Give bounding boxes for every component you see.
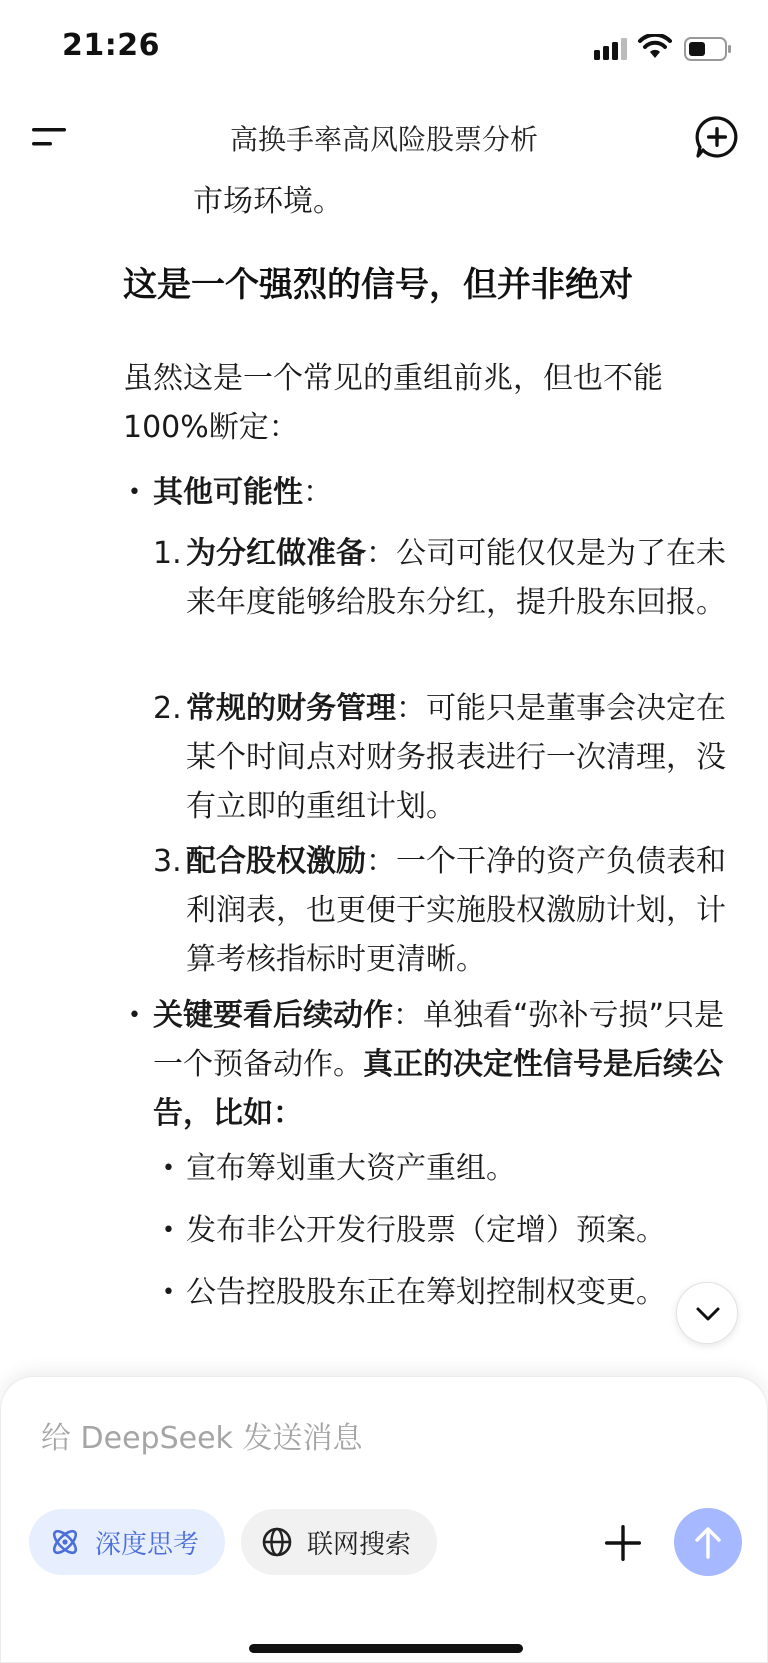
bullet-other-possibilities	[128, 468, 333, 517]
list-number: 3.	[153, 844, 182, 879]
chevron-down-icon	[695, 1303, 721, 1325]
bullet-dot: •	[162, 1280, 175, 1305]
globe-icon	[261, 1526, 293, 1558]
list-item-colon: ：	[396, 691, 426, 726]
send-button[interactable]	[674, 1508, 742, 1576]
intro-line-2: 100%断定：	[123, 410, 299, 445]
list-item-colon: ：	[366, 844, 396, 879]
bullet-text: 单独看“弥补亏损”只是一个预备动作。	[153, 998, 725, 1082]
sub-list-item	[162, 1144, 516, 1193]
new-chat-icon[interactable]	[694, 114, 740, 160]
assistant-message	[0, 176, 768, 1376]
sub-list-text: 发布非公开发行股票（定增）预案。	[186, 1213, 666, 1248]
status-bar	[0, 0, 768, 100]
list-item	[153, 684, 726, 831]
list-number: 2.	[153, 691, 182, 726]
list-item	[153, 529, 726, 627]
web-search-label: 联网搜索	[307, 1529, 412, 1560]
bullet-dot: •	[162, 1156, 175, 1181]
list-item-text: 可能只是董事会决定在某个时间点对财务报表进行一次清理，没有立即的重组计划。	[186, 691, 726, 824]
deep-think-toggle[interactable]	[29, 1509, 225, 1575]
web-search-toggle[interactable]	[241, 1509, 437, 1575]
list-item-colon: ：	[366, 536, 396, 571]
bullet-bold-text: 真正的决定性信号是后续公告，比如：	[153, 1047, 723, 1131]
battery-icon	[684, 37, 732, 61]
status-time: 21:26	[62, 28, 160, 63]
atom-icon	[49, 1526, 81, 1558]
bullet-label: 其他可能性	[153, 475, 303, 510]
sub-list-item	[162, 1206, 666, 1255]
deep-think-label: 深度思考	[95, 1529, 200, 1560]
list-item-text: 一个干净的资产负债表和利润表，也更便于实施股权激励计划，计算考核指标时更清晰。	[186, 844, 726, 977]
sub-list-text: 公告控股股东正在筹划控制权变更。	[186, 1275, 666, 1310]
list-item	[153, 837, 726, 984]
arrow-up-icon	[692, 1524, 724, 1560]
list-item-title: 为分红做准备	[186, 536, 366, 571]
bullet-dot: •	[128, 480, 141, 505]
chat-header	[0, 100, 768, 176]
sub-list-item	[162, 1268, 666, 1317]
bullet-colon: ：	[303, 475, 333, 510]
message-composer	[0, 1376, 768, 1663]
intro-line-1: 虽然这是一个常见的重组前兆，但也不能	[123, 361, 663, 396]
bullet-label: 关键要看后续动作	[153, 998, 393, 1033]
plus-icon[interactable]	[601, 1521, 645, 1565]
message-input[interactable]	[41, 1413, 721, 1463]
conversation-title[interactable]: 高换手率高风险股票分析	[229, 123, 538, 156]
sub-list-text: 宣布筹划重大资产重组。	[186, 1151, 516, 1186]
scroll-to-bottom-button[interactable]	[676, 1282, 738, 1344]
list-item-title: 配合股权激励	[186, 844, 366, 879]
bullet-dot: •	[162, 1218, 175, 1243]
home-indicator	[249, 1644, 523, 1653]
intro-paragraph	[123, 354, 733, 452]
bullet-key-follow-up	[128, 991, 733, 1138]
list-item-title: 常规的财务管理	[186, 691, 396, 726]
bullet-dot: •	[128, 1003, 141, 1028]
cellular-signal-icon	[594, 38, 628, 60]
bullet-colon: ：	[393, 998, 423, 1033]
list-number: 1.	[153, 536, 182, 571]
section-heading: 这是一个强烈的信号，但并非绝对	[123, 265, 633, 305]
wifi-icon	[638, 34, 672, 60]
list-item-text: 公司可能仅仅是为了在未来年度能够给股东分红，提升股东回报。	[186, 536, 726, 620]
message-fragment: 市场环境。	[193, 184, 343, 219]
